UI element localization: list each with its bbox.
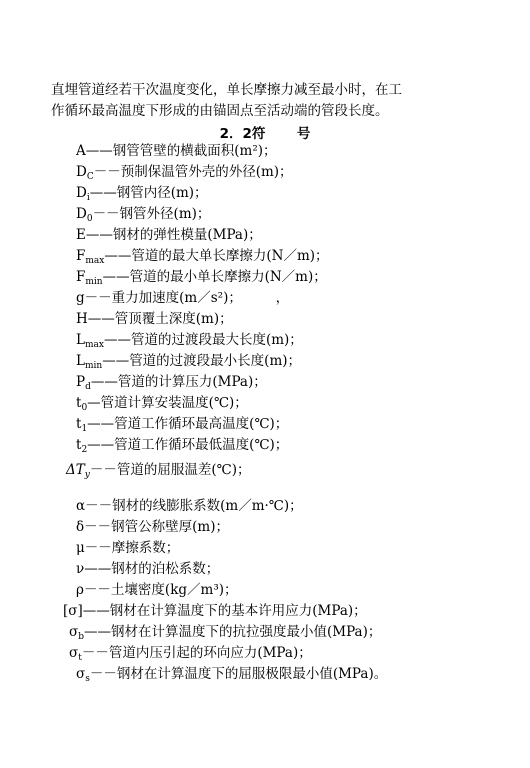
symbol-letter: α <box>76 498 86 514</box>
symbol-item <box>76 560 219 578</box>
symbol-subscript: b <box>78 632 84 642</box>
symbol-subscript: 1 <box>81 424 88 434</box>
symbol-description: ——管道工作循环最高温度(℃)； <box>87 416 289 432</box>
symbol-letter: F <box>76 269 86 285</box>
symbol-subscript: 0 <box>81 403 88 413</box>
symbol-description: －－土壤密度(kg／m³)； <box>83 582 238 598</box>
symbol-item <box>76 497 303 515</box>
symbol-item <box>76 247 329 270</box>
symbol-description: ——钢材的泊松系数； <box>84 561 220 577</box>
symbol-description: －－钢材在计算温度下的屈服极限最小值(MPa)。 <box>89 666 388 682</box>
symbol-subscript: i <box>86 193 90 203</box>
symbol-letter: L <box>76 353 85 369</box>
symbol-subscript: max <box>84 340 104 350</box>
symbol-subscript: C <box>86 172 94 182</box>
symbol-letter: D <box>76 164 87 180</box>
symbol-item <box>76 310 233 328</box>
symbol-letter: ν <box>76 561 85 577</box>
symbol-description: ——管道的过渡段最大长度(m)； <box>103 332 303 348</box>
symbol-letter: ΔT <box>66 462 85 478</box>
symbol-subscript: y <box>84 470 90 480</box>
symbol-item <box>76 205 210 228</box>
section-heading <box>0 122 530 142</box>
symbol-letter: E <box>76 227 86 243</box>
symbol-description: －－重力加速度(m／s²)； ， <box>84 290 290 306</box>
symbol-item <box>76 142 277 160</box>
symbol-item <box>76 331 303 354</box>
symbol-description: ——管道的过渡段最小长度(m)； <box>102 353 302 369</box>
symbol-description: －－钢材的线膨胀系数(m／m·℃)； <box>85 498 303 514</box>
symbol-letter: A <box>76 143 86 159</box>
symbol-letter: D <box>76 185 87 201</box>
symbol-description: —管道计算安装温度(℃)； <box>87 395 248 411</box>
symbol-description: －－预制保温管外壳的外径(m)； <box>93 164 293 180</box>
symbol-item <box>76 373 267 396</box>
symbol-letter: [σ] <box>63 603 83 619</box>
symbol-item <box>69 623 381 646</box>
intro-line-2: 作循环最高温度下形成的由锚固点至活动端的管段长度。 <box>51 103 389 119</box>
symbol-description: ——管道的最小单长摩擦力(N／m)； <box>102 269 327 285</box>
symbol-description: －－管道内压引起的环向应力(MPa)； <box>81 645 312 661</box>
symbol-description: ——管道工作循环最低温度(℃)； <box>87 437 289 453</box>
symbol-item <box>76 163 293 186</box>
symbol-description: ——钢管管壁的横截面积(m²)； <box>85 143 277 159</box>
symbol-subscript: min <box>85 277 103 287</box>
symbol-description: －－摩擦系数； <box>84 540 180 556</box>
symbol-item <box>69 644 312 667</box>
symbol-subscript: max <box>85 256 105 266</box>
symbol-item <box>76 581 238 599</box>
symbol-letter: t <box>76 437 82 453</box>
symbol-letter: P <box>76 374 86 390</box>
symbol-letter: σ <box>69 624 79 640</box>
symbol-description: ——钢管内径(m)； <box>89 185 208 201</box>
symbol-letter: H <box>76 311 88 327</box>
symbol-subscript: 0 <box>86 214 93 224</box>
symbol-item <box>76 268 327 291</box>
symbol-item <box>76 226 262 244</box>
symbol-description: ——管道的计算压力(MPa)； <box>90 374 267 390</box>
symbol-description: －－钢管公称壁厚(m)； <box>84 519 229 535</box>
symbol-subscript: t <box>78 653 82 663</box>
symbol-description: ——管顶覆土深度(m)； <box>87 311 233 327</box>
symbol-item <box>76 415 288 438</box>
symbol-subscript: d <box>85 382 91 392</box>
symbol-letter: t <box>76 395 82 411</box>
intro-paragraph <box>51 80 491 122</box>
symbol-item <box>76 665 387 688</box>
intro-line-1: 直埋管道经若干次温度变化，单长摩擦力减至最小时，在工 <box>51 82 402 98</box>
symbol-letter: δ <box>76 519 85 535</box>
symbol-subscript: 2 <box>81 445 88 455</box>
symbol-description: －－管道的屈服温差(℃)； <box>89 462 251 478</box>
section-number: 2．2符 <box>219 126 266 142</box>
symbol-item <box>76 289 289 307</box>
symbol-description: －－钢管外径(m)； <box>92 206 211 222</box>
symbol-item <box>76 518 229 536</box>
symbol-description: ——管道的最大单长摩擦力(N／m)； <box>104 248 329 264</box>
symbol-description: ——钢材在计算温度下的基本许用应力(MPa)； <box>82 603 367 619</box>
symbol-item <box>76 539 179 557</box>
symbol-item <box>76 184 208 207</box>
symbol-letter: g <box>76 290 85 306</box>
symbol-description: ——钢材在计算温度下的抗拉强度最小值(MPa)； <box>83 624 382 640</box>
symbol-description: ——钢材的弹性模量(MPa)； <box>85 227 262 243</box>
symbol-letter: ρ <box>76 582 84 598</box>
symbol-letter: L <box>76 332 85 348</box>
symbol-letter: σ <box>69 645 79 661</box>
symbol-item <box>63 602 367 620</box>
symbol-item <box>66 461 251 484</box>
symbol-item <box>76 394 248 417</box>
symbol-letter: D <box>76 206 87 222</box>
symbol-item <box>76 436 288 459</box>
symbol-item <box>76 352 301 375</box>
symbol-letter: μ <box>76 540 85 556</box>
symbol-subscript: min <box>84 361 103 371</box>
symbol-letter: σ <box>76 666 86 682</box>
symbol-letter: t <box>76 416 82 432</box>
symbol-letter: F <box>76 248 86 264</box>
section-title: 号 <box>296 126 311 142</box>
symbol-subscript: s <box>85 674 90 684</box>
